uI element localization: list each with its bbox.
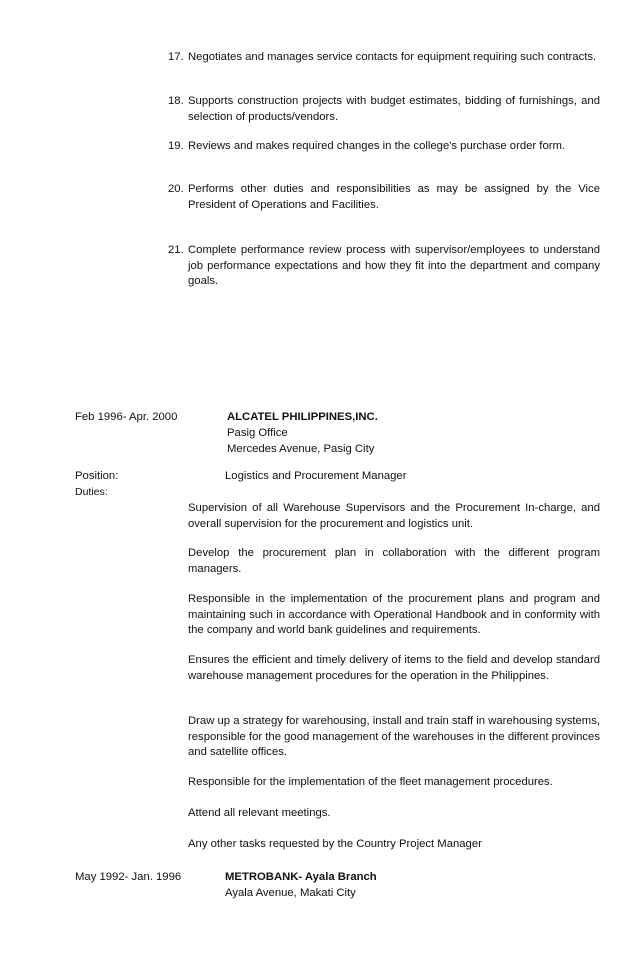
duty-item: Attend all relevant meetings. xyxy=(188,807,331,819)
duty-item: Develop the procurement plan in collaboration with the different program managers. xyxy=(188,547,600,575)
duty-item: Ensures the efficient and timely delivery of items to the field and develop standard warehouse management procedures for the operation in the Philippines. xyxy=(188,654,600,682)
job1-company: ALCATEL PHILIPPINES,INC. xyxy=(227,411,378,423)
job2-company: METROBANK- Ayala Branch xyxy=(225,871,377,883)
list-item xyxy=(168,50,600,66)
duty-item: Draw up a strategy for warehousing, install and train staff in warehousing systems, responsible for the good management of the warehouses in the different provinces and satellite offices. xyxy=(188,715,600,758)
job1-address: Mercedes Avenue, Pasig City xyxy=(227,443,375,455)
list-item xyxy=(168,94,600,125)
list-item xyxy=(168,139,600,155)
item-number: 19. xyxy=(168,140,184,152)
duties-label: Duties: xyxy=(75,486,108,498)
item-text: Performs other duties and responsibilities as may be assigned by the Vice President of Operations and Facilities. xyxy=(188,183,600,211)
position-title: Logistics and Procurement Manager xyxy=(225,470,407,482)
duty-item: Any other tasks requested by the Country Project Manager xyxy=(188,838,482,850)
job1-office: Pasig Office xyxy=(227,427,288,439)
duty-item: Responsible for the implementation of the fleet management procedures. xyxy=(188,776,553,788)
item-number: 18. xyxy=(168,95,184,107)
job2-address: Ayala Avenue, Makati City xyxy=(225,887,356,899)
item-number: 17. xyxy=(168,51,184,63)
duty-item: Supervision of all Warehouse Supervisors and the Procurement In-charge, and overall supervision for the procurement and logistics unit. xyxy=(188,502,600,530)
job1-dates: Feb 1996- Apr. 2000 xyxy=(75,411,178,423)
item-number: 20. xyxy=(168,183,184,195)
position-label: Position: xyxy=(75,470,119,482)
item-text: Complete performance review process with supervisor/employees to understand job performance expectations and how they fit into the department and company goals. xyxy=(188,244,600,287)
list-item xyxy=(168,243,600,290)
list-item xyxy=(168,182,600,213)
item-text: Supports construction projects with budget estimates, bidding of furnishings, and selection of products/vendors. xyxy=(188,95,600,123)
job2-dates: May 1992- Jan. 1996 xyxy=(75,871,182,883)
item-text: Reviews and makes required changes in the college's purchase order form. xyxy=(188,140,566,152)
item-text: Negotiates and manages service contacts for equipment requiring such contracts. xyxy=(188,51,597,63)
item-number: 21. xyxy=(168,244,184,256)
duty-item: Responsible in the implementation of the procurement plans and program and maintaining such in accordance with Operational Handbook and in conformity with the company and world bank guidelines and requirements. xyxy=(188,593,600,636)
